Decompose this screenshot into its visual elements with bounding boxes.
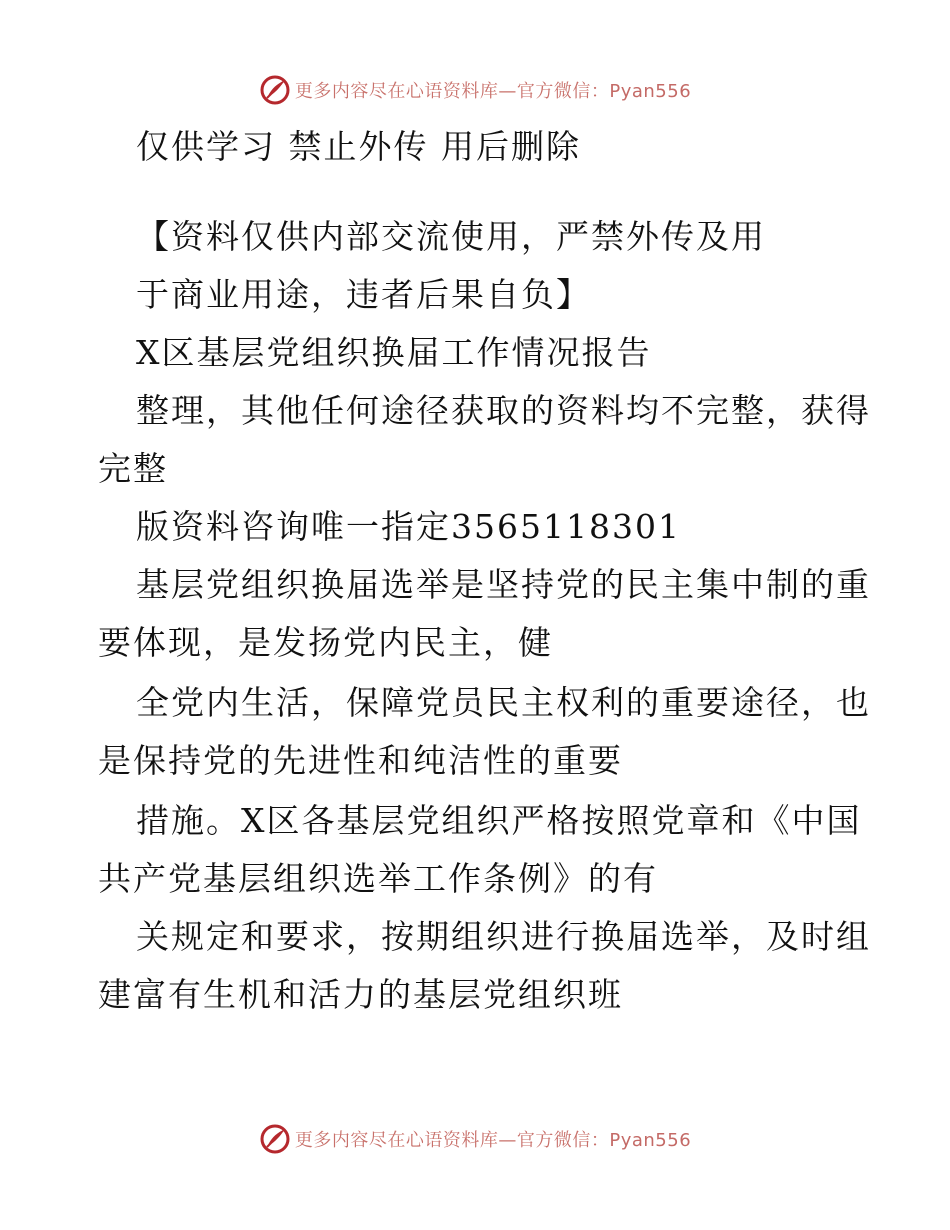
doc-line-3: 于商业用途，违者后果自负】 [136,275,591,314]
footer-banner-main: 更多内容尽在心语资料库 [294,1130,499,1151]
header-banner-id: Pyan556 [609,81,692,102]
doc-line-11: 是保持党的先进性和纯洁性的重要 [98,741,623,780]
header-banner-sep: — [498,81,517,102]
footer-banner [0,1119,950,1159]
footer-logo-group [259,1123,691,1155]
doc-line-15: 建富有生机和活力的基层党组织班 [98,975,623,1014]
doc-line-9: 要体现，是发扬党内民主，健 [98,623,553,662]
footer-banner-official: 官方微信： [516,1130,610,1151]
quill-logo-icon [259,74,291,106]
footer-banner-text [295,1126,691,1152]
header-banner-text [295,77,691,103]
doc-line-6: 完整 [98,449,168,488]
header-logo-group [259,74,691,106]
doc-line-10: 全党内生活，保障党员民主权利的重要途径，也 [136,683,871,722]
doc-line-7: 版资料咨询唯一指定3565118301 [136,507,681,546]
quill-logo-icon [259,1123,291,1155]
doc-line-4: X区基层党组织换届工作情况报告 [136,333,652,372]
doc-line-8: 基层党组织换届选举是坚持党的民主集中制的重 [136,565,871,604]
doc-line-2: 【资料仅供内部交流使用，严禁外传及用 [136,217,766,256]
doc-line-5: 整理，其他任何途径获取的资料均不完整，获得 [136,391,871,430]
header-banner-main: 更多内容尽在心语资料库 [294,81,499,102]
doc-line-13: 共产党基层组织选举工作条例》的有 [98,859,658,898]
footer-banner-id: Pyan556 [609,1130,692,1151]
header-banner-official: 官方微信： [516,81,610,102]
footer-banner-sep: — [498,1130,517,1151]
doc-line-12: 措施。X区各基层党组织严格按照党章和《中国 [136,801,862,840]
header-banner [0,70,950,110]
doc-line-14: 关规定和要求，按期组织进行换届选举，及时组 [136,917,871,956]
doc-line-1: 仅供学习 禁止外传 用后删除 [136,127,581,166]
